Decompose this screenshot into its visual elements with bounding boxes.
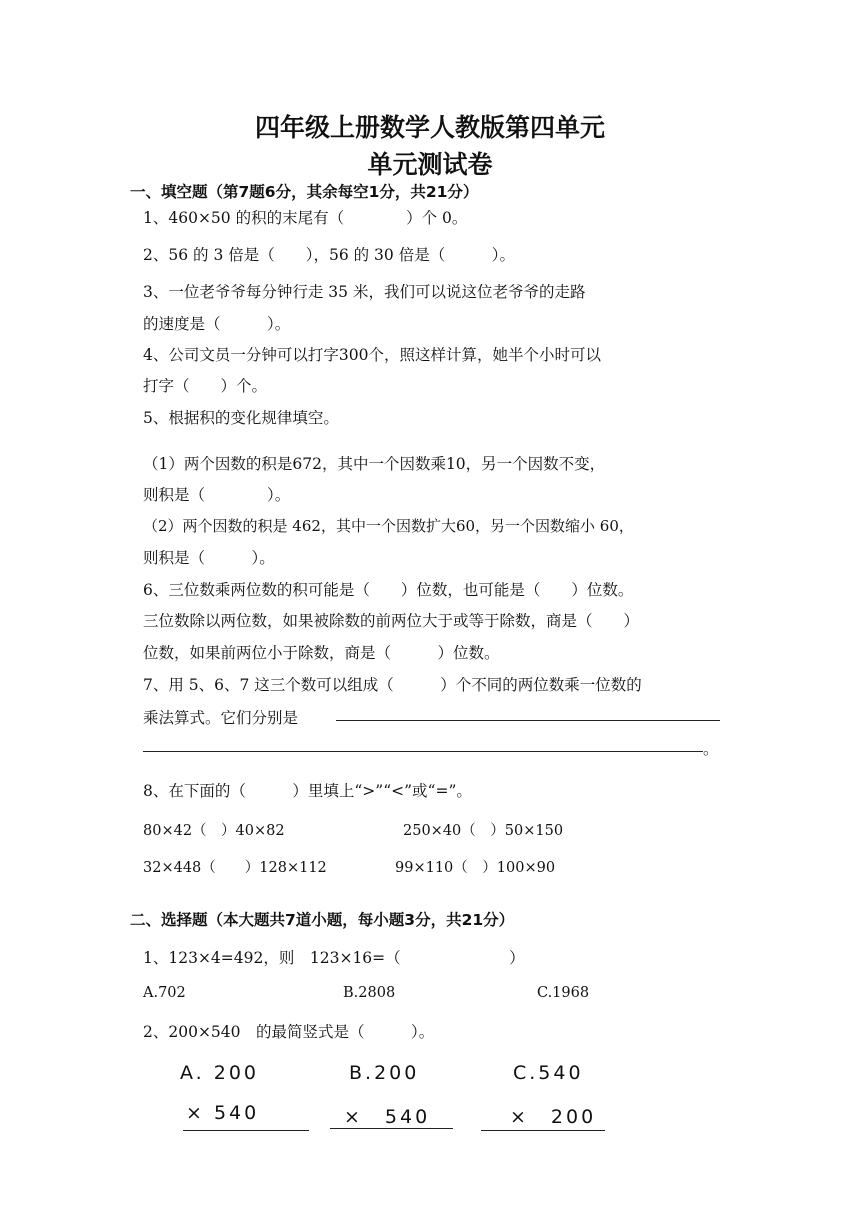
s2-q1: 1、123×4=492，则 123×16=（ ） xyxy=(143,949,525,967)
s1-q8-c: 32×448（ ）128×112 xyxy=(143,860,327,876)
vertical-option-c-line xyxy=(481,1130,605,1131)
page-title-line2: 单元测试卷 xyxy=(367,150,493,179)
s1-q7-line1: 7、用 5、6、7 这三个数可以组成（ ）个不同的两位数乘一位数的 xyxy=(143,676,642,694)
s1-q4-line1: 4、公司文员一分钟可以打字300个，照这样计算，她半个小时可以 xyxy=(143,346,601,364)
s1-q3-line2: 的速度是（ ）。 xyxy=(143,315,291,333)
s2-q1-option-c: C.1968 xyxy=(537,985,590,1001)
section2-heading: 二、选择题（本大题共7道小题，每小题3分，共21分） xyxy=(130,911,515,929)
q7-answer-line-1 xyxy=(336,720,720,721)
s1-q8: 8、在下面的（ ）里填上“>”“<”或“=”。 xyxy=(143,782,472,800)
page-title-line1: 四年级上册数学人教版第四单元 xyxy=(254,113,605,142)
section1-heading: 一、填空题（第7题6分，其余每空1分，共21分） xyxy=(130,183,479,201)
s2-q1-option-a: A.702 xyxy=(143,985,186,1001)
vertical-option-c-top: C.540 xyxy=(513,1062,584,1084)
s1-q5-2-line2: 则积是（ ）。 xyxy=(143,549,275,567)
vertical-option-b-line xyxy=(330,1128,453,1129)
s2-q2: 2、200×540 的最简竖式是（ ）。 xyxy=(143,1023,435,1041)
s1-q8-b: 250×40（ ）50×150 xyxy=(403,823,564,839)
s1-q4-line2: 打字（ ）个。 xyxy=(143,377,268,395)
s1-q6-line3: 位数，如果前两位小于除数，商是（ ）位数。 xyxy=(143,644,500,662)
vertical-option-b-top: B.200 xyxy=(349,1062,420,1084)
s2-q1-option-b: B.2808 xyxy=(343,985,396,1001)
s1-q7-line2: 乘法算式。它们分别是 xyxy=(143,709,299,727)
s1-q8-d: 99×110（ ）100×90 xyxy=(395,860,556,876)
q7-answer-line-2 xyxy=(143,751,703,752)
s1-q2: 2、56 的 3 倍是（ ），56 的 30 倍是（ ）。 xyxy=(143,246,515,264)
vertical-option-a-line xyxy=(183,1130,309,1131)
s1-q8-a: 80×42（ ）40×82 xyxy=(143,823,285,839)
vertical-option-b-bottom: × 540 xyxy=(344,1106,431,1128)
vertical-option-a-bottom: × 540 xyxy=(186,1102,260,1124)
s1-q5-1-line2: 则积是（ ）。 xyxy=(143,486,291,504)
s1-q3-line1: 3、一位老爷爷每分钟行走 35 米，我们可以说这位老爷爷的走路 xyxy=(143,283,586,301)
s1-q1: 1、460×50 的积的末尾有（ ）个 0。 xyxy=(143,209,468,227)
vertical-option-c-bottom: × 200 xyxy=(510,1106,597,1128)
s1-q5-2-line1: （2）两个因数的积是 462，其中一个因数扩大60，另一个因数缩小 60， xyxy=(143,517,634,535)
vertical-option-a-top: A. 200 xyxy=(180,1062,260,1084)
s1-q5-1-line1: （1）两个因数的积是672，其中一个因数乘10，另一个因数不变， xyxy=(143,455,606,473)
s1-q6-line2: 三位数除以两位数，如果被除数的前两位大于或等于除数，商是（ ） xyxy=(143,612,640,630)
s1-q5: 5、根据积的变化规律填空。 xyxy=(143,409,339,427)
s1-q7-end: 。 xyxy=(703,740,719,758)
s1-q6-line1: 6、三位数乘两位数的积可能是（ ）位数，也可能是（ ）位数。 xyxy=(143,581,634,599)
